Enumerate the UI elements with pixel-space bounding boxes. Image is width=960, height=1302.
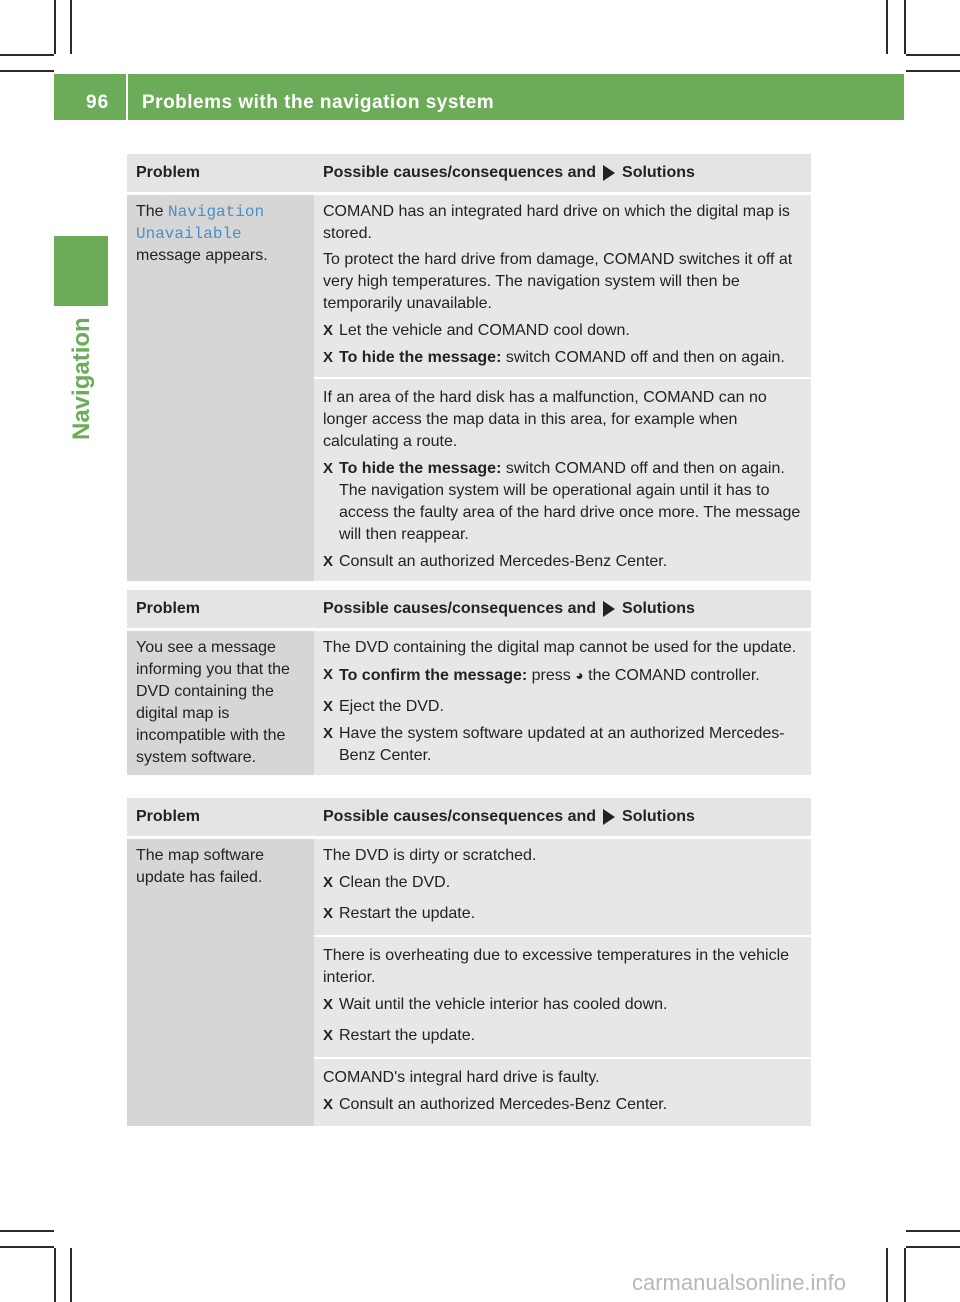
step-item: X Let the vehicle and COMAND cool down. [323,320,803,342]
controller-knob-icon: ◕ [575,667,584,683]
crop-mark [54,0,56,54]
solutions-column [314,195,811,581]
step-marker-icon: X [323,725,334,742]
header-causes: Possible causes/consequences and Solutions [323,600,695,617]
crop-mark [0,70,54,72]
page-number: 96 [86,92,110,113]
table-header [127,798,811,836]
header-problem: Problem [136,164,201,181]
step-item: X To hide the message: switch COMAND off and then on again. The navigation system will be operational again until it has to access the faulty area of the hard drive once more. The message will then reappear. [323,458,803,546]
step-marker-icon: X [323,698,334,715]
solutions-column [314,631,811,775]
step-marker-icon: X [323,666,334,683]
crop-mark [904,0,906,54]
cause-text: To protect the hard drive from damage, COMAND switches it off at very high temperatures. The navigation system will then be temporarily unavailable. [323,251,793,312]
crop-mark [906,70,960,72]
crop-mark [0,54,54,56]
crop-mark [886,0,888,54]
cause-text: COMAND's integral hard drive is faulty. [323,1069,600,1086]
crop-mark [906,1230,960,1232]
solution-block [314,839,811,935]
step-marker-icon: X [323,1096,334,1113]
crop-mark [906,54,960,56]
solution-block [314,1059,811,1126]
crop-mark [0,1246,54,1248]
step-item: X Clean the DVD. [323,872,803,894]
problem-cell: The Navigation Unavailable message appears. [127,195,314,581]
step-marker-icon: X [323,553,334,570]
step-item: X Wait until the vehicle interior has cooled down. [323,994,803,1016]
step-marker-icon: X [323,1027,334,1044]
section-tab-marker [54,236,108,306]
header-problem: Problem [136,808,201,825]
solution-block [314,379,811,581]
crop-mark [70,1248,72,1302]
step-item: X Consult an authorized Mercedes-Benz Center. [323,1094,803,1116]
play-arrow-icon [603,601,615,617]
table-row [127,839,811,1126]
step-marker-icon: X [323,460,334,477]
problem-cell: You see a message informing you that the DVD containing the digital map is incompatible with the system software. [127,631,314,775]
problem-table-1 [127,154,811,581]
section-label: Navigation [68,317,95,440]
step-marker-icon: X [323,874,334,891]
step-item: X To confirm the message: press ◕ the COMAND controller. [323,664,803,687]
problem-cell: The map software update has failed. [127,839,314,1126]
crop-mark [904,1248,906,1302]
cause-text: COMAND has an integrated hard drive on which the digital map is stored. [323,203,790,242]
table-row [127,195,811,581]
header-divider [126,74,128,120]
table-header [127,154,811,192]
step-item: X Restart the update. [323,1025,803,1047]
play-arrow-icon [603,809,615,825]
step-item: X Restart the update. [323,903,803,925]
crop-mark [54,1248,56,1302]
cause-text: There is overheating due to excessive temperatures in the vehicle interior. [323,947,790,986]
header-problem: Problem [136,600,201,617]
play-arrow-icon [603,165,615,181]
header-causes: Possible causes/consequences and Solutions [323,808,695,825]
solutions-column [314,839,811,1126]
table-header [127,590,811,628]
step-item: X Have the system software updated at an authorized Mercedes-Benz Center. [323,723,803,767]
solution-block [314,631,811,775]
step-item: X To hide the message: switch COMAND off and then on again. [323,347,803,369]
header-causes: Possible causes/consequences and Solutions [323,164,695,181]
crop-mark [906,1246,960,1248]
problem-table-2 [127,590,811,775]
step-marker-icon: X [323,322,334,339]
cause-text: The DVD containing the digital map cannot be used for the update. [323,639,797,656]
step-item: X Consult an authorized Mercedes-Benz Center. [323,551,803,573]
problem-table-3 [127,798,811,1126]
step-marker-icon: X [323,349,334,366]
cause-text: If an area of the hard disk has a malfunction, COMAND can no longer access the map data in this area, for example when calculating a route. [323,389,767,450]
table-row [127,631,811,775]
step-item: X Eject the DVD. [323,696,803,718]
crop-mark [886,1248,888,1302]
solution-block [314,195,811,377]
watermark: carmanualsonline.info [632,1270,847,1295]
crop-mark [0,1230,54,1232]
solution-block [314,937,811,1057]
crop-mark [70,0,72,54]
step-marker-icon: X [323,996,334,1013]
page-title: Problems with the navigation system [142,92,495,113]
step-marker-icon: X [323,905,334,922]
cause-text: The DVD is dirty or scratched. [323,847,537,864]
